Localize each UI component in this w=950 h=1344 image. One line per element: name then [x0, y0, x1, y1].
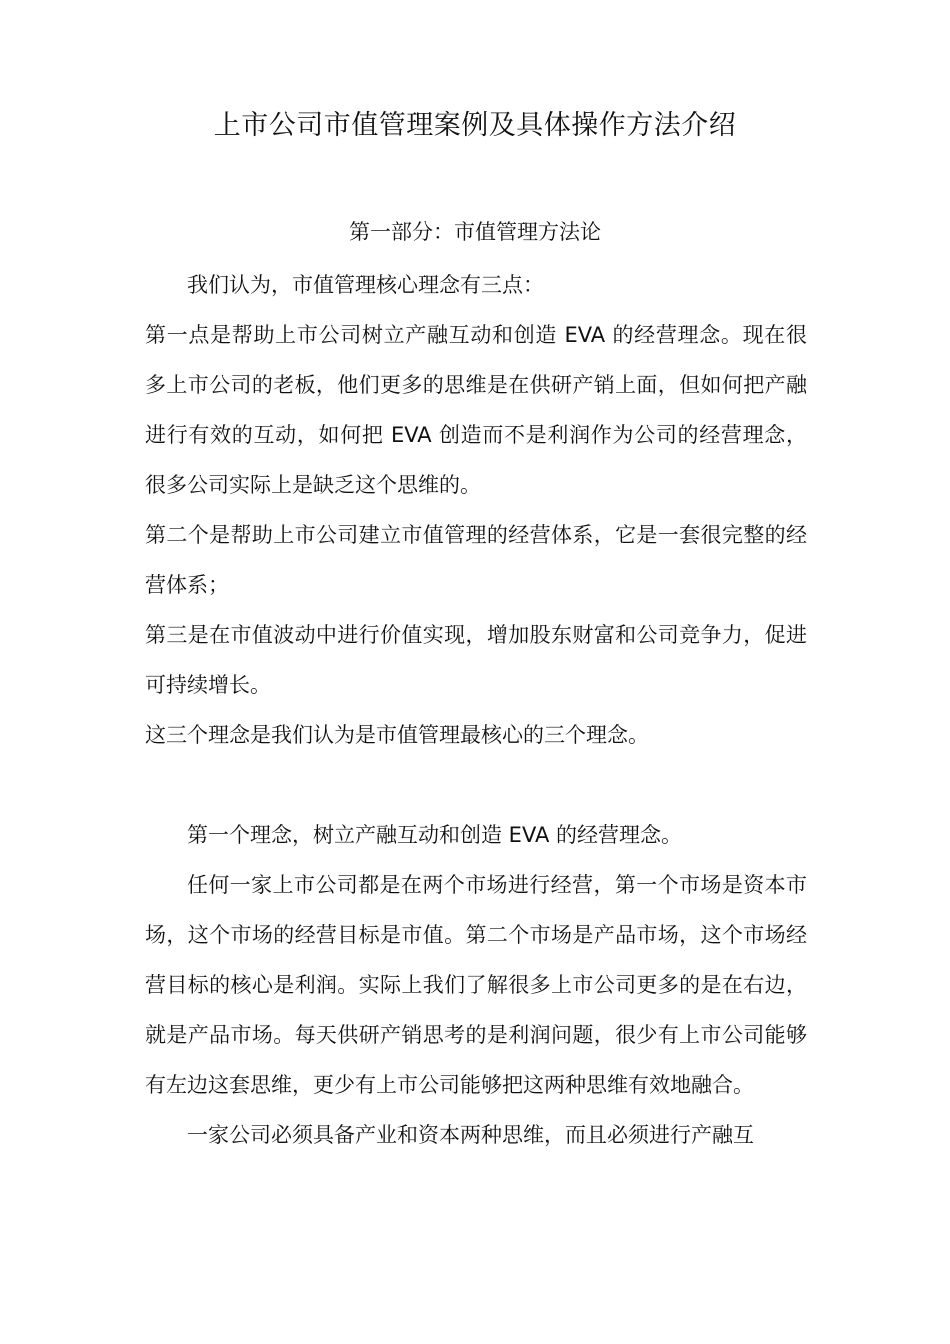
document-title: 上市公司市值管理案例及具体操作方法介绍 [213, 110, 737, 141]
paragraph-two-mindsets: 一家公司必须具备产业和资本两种思维，而且必须进行产融互 [187, 1123, 754, 1147]
paragraph-point-two: 第二个是帮助上市公司建立市值管理的经营体系，它是一套很完整的经营体系； [145, 523, 807, 597]
paragraph-point-one: 第一点是帮助上市公司树立产融互动和创造 EVA 的经营理念。现在很多上市公司的老板，他们更多的思维是在供研产销上面，但如何把产融进行有效的互动，如何把 EVA 创造而不是利润作为公司的经营理念，很多公司实际上是缺乏这个思维的。 [145, 323, 807, 497]
paragraph-summary: 这三个理念是我们认为是市值管理最核心的三个理念。 [145, 723, 649, 747]
paragraph-intro: 我们认为，市值管理核心理念有三点： [187, 273, 544, 297]
paragraph-point-three: 第三是在市值波动中进行价值实现，增加股东财富和公司竞争力，促进可持续增长。 [145, 623, 807, 697]
paragraph-two-markets: 任何一家上市公司都是在两个市场进行经营，第一个市场是资本市场，这个市场的经营目标是市值。第二个市场是产品市场，这个市场经营目标的核心是利润。实际上我们了解很多上市公司更多的是在右边，就是产品市场。每天供研产销思考的是利润问题，很少有上市公司能够有左边这套思维，更少有上市公司能够把这两种思维有效地融合。 [145, 873, 807, 1097]
section-heading: 第一部分：市值管理方法论 [349, 220, 601, 244]
document-body [145, 260, 807, 1160]
paragraph-spacer [145, 760, 807, 810]
paragraph-concept-one-heading: 第一个理念，树立产融互动和创造 EVA 的经营理念。 [187, 823, 683, 847]
